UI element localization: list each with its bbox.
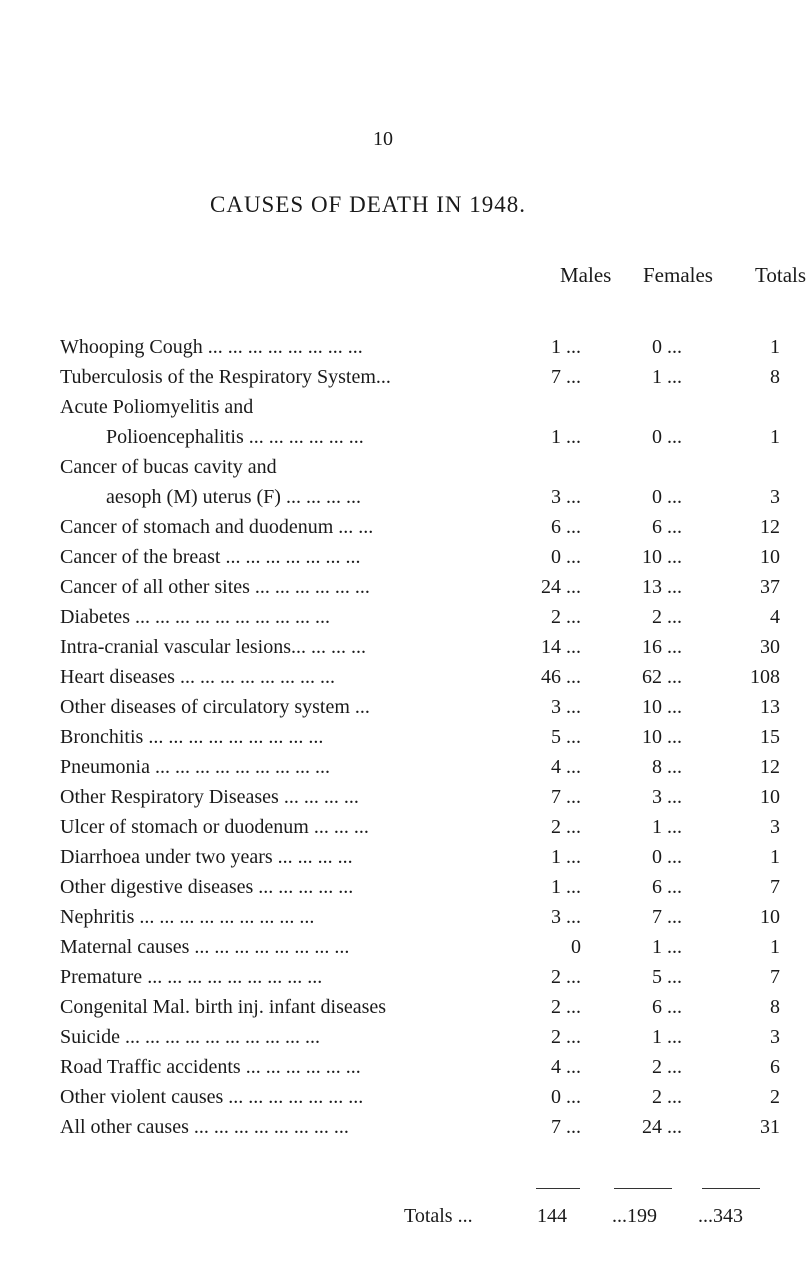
males-value: 1 ... [551, 426, 581, 448]
cause-label: Cancer of the breast ... ... ... ... ... ... ... [60, 546, 361, 568]
totals-value: 37 [760, 576, 780, 598]
females-value: 1 ... [652, 366, 682, 388]
females-value: 5 ... [652, 966, 682, 988]
males-value: 6 ... [551, 516, 581, 538]
totals-value: 1 [770, 336, 780, 358]
cause-label: Polioencephalitis ... ... ... ... ... ... [106, 426, 364, 448]
males-value: 0 ... [551, 546, 581, 568]
females-value: 16 ... [642, 636, 682, 658]
table-row [60, 992, 800, 1022]
males-value: 7 ... [551, 366, 581, 388]
males-value: 0 ... [551, 1086, 581, 1108]
females-total-rule [614, 1188, 672, 1189]
table-row [60, 452, 800, 482]
females-value: 10 ... [642, 546, 682, 568]
cause-label: Diabetes ... ... ... ... ... ... ... ... ... ... [60, 606, 330, 628]
column-header-females: Females [643, 263, 713, 287]
females-value: 0 ... [652, 846, 682, 868]
totals-total-rule [702, 1188, 760, 1189]
females-value: 0 ... [652, 486, 682, 508]
cause-label: Pneumonia ... ... ... ... ... ... ... ... ... [60, 756, 330, 778]
cause-label: Diarrhoea under two years ... ... ... ... [60, 846, 353, 868]
cause-label: Cancer of bucas cavity and [60, 456, 277, 478]
females-value: 13 ... [642, 576, 682, 598]
males-value: 5 ... [551, 726, 581, 748]
males-value: 2 ... [551, 606, 581, 628]
males-value: 2 ... [551, 996, 581, 1018]
table-row [60, 842, 800, 872]
table-row [60, 962, 800, 992]
column-header-males: Males [560, 263, 612, 287]
table-row [60, 422, 800, 452]
totals-value: 31 [760, 1116, 780, 1138]
females-value: 0 ... [652, 426, 682, 448]
cause-label: Tuberculosis of the Respiratory System... [60, 366, 391, 388]
table-row [60, 722, 800, 752]
males-value: 24 ... [541, 576, 581, 598]
totals-value: 3 [770, 1026, 780, 1048]
totals-value: 12 [760, 756, 780, 778]
females-value: 6 ... [652, 516, 682, 538]
table-row [60, 1022, 800, 1052]
totals-value: 3 [770, 486, 780, 508]
females-value: 10 ... [642, 696, 682, 718]
females-value: 1 ... [652, 936, 682, 958]
totals-value: 1 [770, 846, 780, 868]
totals-value: 10 [760, 906, 780, 928]
table-row [60, 812, 800, 842]
males-value: 2 ... [551, 1026, 581, 1048]
causes-table [60, 332, 800, 1142]
table-row [60, 602, 800, 632]
females-value: 10 ... [642, 726, 682, 748]
table-row [60, 872, 800, 902]
table-row [60, 752, 800, 782]
totals-label: Totals ... [404, 1205, 473, 1227]
females-value: 3 ... [652, 786, 682, 808]
cause-label: Heart diseases ... ... ... ... ... ... ... ... [60, 666, 335, 688]
males-value: 3 ... [551, 696, 581, 718]
totals-value: 3 [770, 816, 780, 838]
table-row [60, 572, 800, 602]
males-value: 4 ... [551, 756, 581, 778]
table-row [60, 542, 800, 572]
females-value: 2 ... [652, 606, 682, 628]
table-row [60, 482, 800, 512]
cause-label: Other Respiratory Diseases ... ... ... ... [60, 786, 359, 808]
females-value: 8 ... [652, 756, 682, 778]
table-row [60, 632, 800, 662]
totals-value: 1 [770, 936, 780, 958]
totals-value: 1 [770, 426, 780, 448]
totals-females: ...199 [612, 1205, 657, 1227]
totals-value: 10 [760, 786, 780, 808]
table-row [60, 692, 800, 722]
males-value: 2 ... [551, 816, 581, 838]
table-row [60, 392, 800, 422]
cause-label: Other digestive diseases ... ... ... ... ... [60, 876, 354, 898]
females-value: 2 ... [652, 1086, 682, 1108]
cause-label: Acute Poliomyelitis and [60, 396, 254, 418]
cause-label: Cancer of stomach and duodenum ... ... [60, 516, 374, 538]
males-value: 2 ... [551, 966, 581, 988]
females-value: 24 ... [642, 1116, 682, 1138]
females-value: 2 ... [652, 1056, 682, 1078]
cause-label: Premature ... ... ... ... ... ... ... ... ... [60, 966, 323, 988]
cause-label: Other violent causes ... ... ... ... ... ... ... [60, 1086, 364, 1108]
cause-label: aesoph (M) uterus (F) ... ... ... ... [106, 486, 361, 508]
totals-value: 6 [770, 1056, 780, 1078]
males-value: 1 ... [551, 876, 581, 898]
table-row [60, 1052, 800, 1082]
totals-value: 8 [770, 996, 780, 1018]
cause-label: Other diseases of circulatory system ... [60, 696, 370, 718]
cause-label: All other causes ... ... ... ... ... ... ... ... [60, 1116, 349, 1138]
females-value: 0 ... [652, 336, 682, 358]
totals-totals: ...343 [698, 1205, 743, 1227]
females-value: 1 ... [652, 1026, 682, 1048]
cause-label: Cancer of all other sites ... ... ... ... ... ... [60, 576, 370, 598]
cause-label: Ulcer of stomach or duodenum ... ... ... [60, 816, 369, 838]
page-title: CAUSES OF DEATH IN 1948. [210, 192, 526, 217]
table-row [60, 512, 800, 542]
cause-label: Congenital Mal. birth inj. infant diseases [60, 996, 387, 1018]
cause-label: Maternal causes ... ... ... ... ... ... ... ... [60, 936, 350, 958]
males-value: 4 ... [551, 1056, 581, 1078]
cause-label: Road Traffic accidents ... ... ... ... ... ... [60, 1056, 361, 1078]
males-value: 1 ... [551, 846, 581, 868]
females-value: 1 ... [652, 816, 682, 838]
totals-value: 2 [770, 1086, 780, 1108]
cause-label: Whooping Cough ... ... ... ... ... ... ... ... [60, 336, 363, 358]
table-row [60, 902, 800, 932]
totals-males: 144 [537, 1205, 567, 1227]
males-value: 7 ... [551, 786, 581, 808]
cause-label: Intra-cranial vascular lesions... ... ... ... [60, 636, 367, 658]
totals-value: 8 [770, 366, 780, 388]
males-total-rule [536, 1188, 580, 1189]
table-row [60, 782, 800, 812]
males-value: 3 ... [551, 486, 581, 508]
totals-value: 4 [770, 606, 780, 628]
males-value: 3 ... [551, 906, 581, 928]
table-row [60, 362, 800, 392]
males-value: 14 ... [541, 636, 581, 658]
totals-value: 10 [760, 546, 780, 568]
females-value: 7 ... [652, 906, 682, 928]
cause-label: Suicide ... ... ... ... ... ... ... ... ... ... [60, 1026, 320, 1048]
totals-value: 108 [750, 666, 780, 688]
totals-value: 7 [770, 966, 780, 988]
table-row [60, 932, 800, 962]
males-value: 0 [571, 936, 581, 958]
totals-value: 12 [760, 516, 780, 538]
page-number: 10 [373, 128, 393, 150]
table-row [60, 332, 800, 362]
totals-value: 15 [760, 726, 780, 748]
cause-label: Nephritis ... ... ... ... ... ... ... ... ... [60, 906, 315, 928]
males-value: 7 ... [551, 1116, 581, 1138]
females-value: 6 ... [652, 876, 682, 898]
females-value: 62 ... [642, 666, 682, 688]
totals-value: 30 [760, 636, 780, 658]
males-value: 1 ... [551, 336, 581, 358]
table-row [60, 1082, 800, 1112]
totals-value: 13 [760, 696, 780, 718]
cause-label: Bronchitis ... ... ... ... ... ... ... ... ... [60, 726, 324, 748]
totals-value: 7 [770, 876, 780, 898]
males-value: 46 ... [541, 666, 581, 688]
table-row [60, 1112, 800, 1142]
females-value: 6 ... [652, 996, 682, 1018]
column-header-totals: Totals [755, 263, 806, 287]
table-row [60, 662, 800, 692]
